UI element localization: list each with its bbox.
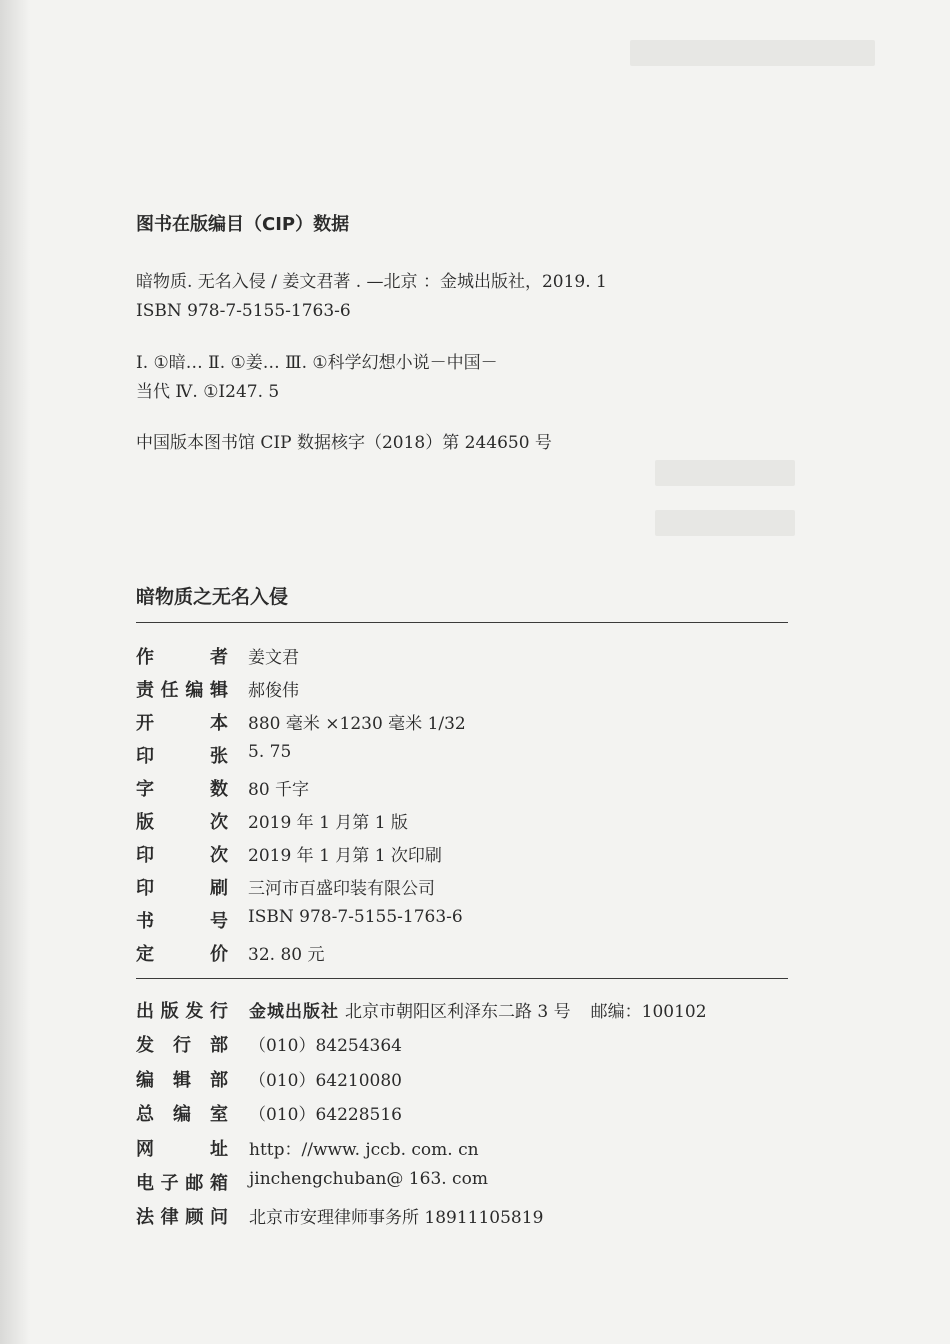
contact-label: 法律顾问	[136, 1207, 228, 1228]
bleed-through-mark	[630, 40, 875, 66]
detail-value: 880 毫米 ×1230 毫米 1/32	[248, 714, 466, 734]
detail-value: ISBN 978-7-5155-1763-6	[248, 907, 463, 927]
bleed-through-mark	[655, 460, 795, 486]
publisher-value	[249, 997, 707, 1022]
divider-bottom	[136, 978, 788, 979]
publisher-postcode: 邮编：100102	[590, 1002, 707, 1022]
cip-isbn: ISBN 978-7-5155-1763-6	[136, 301, 351, 321]
contact-value: （010）84254364	[249, 1036, 402, 1056]
detail-label: 字数	[136, 779, 228, 800]
publisher-address: 北京市朝阳区利泽东二路 3 号	[345, 1002, 571, 1022]
contact-label: 发行部	[136, 1035, 228, 1056]
bleed-through-mark	[655, 510, 795, 536]
contact-value: （010）64210080	[249, 1071, 402, 1091]
detail-value: 5. 75	[248, 742, 292, 762]
detail-value: 三河市百盛印装有限公司	[248, 879, 435, 899]
detail-label: 版次	[136, 812, 228, 833]
detail-label: 开本	[136, 713, 228, 734]
detail-label: 印张	[136, 746, 228, 767]
detail-label: 印次	[136, 845, 228, 866]
detail-value: 2019 年 1 月第 1 次印刷	[248, 846, 442, 866]
detail-value: 2019 年 1 月第 1 版	[248, 813, 408, 833]
page-edge-shadow	[0, 0, 30, 1344]
website-link: http：//www. jccb. com. cn	[249, 1140, 479, 1160]
detail-label: 定价	[136, 944, 228, 965]
contact-value: 北京市安理律师事务所 18911105819	[249, 1208, 544, 1228]
detail-label: 印刷	[136, 878, 228, 899]
contact-label: 网址	[136, 1139, 228, 1160]
detail-label: 责任编辑	[136, 680, 228, 701]
cip-classification-cont: 当代 Ⅳ. ①I247. 5	[136, 382, 280, 402]
divider-top	[136, 622, 788, 623]
cip-classification: Ⅰ. ①暗… Ⅱ. ①姜… Ⅲ. ①科学幻想小说－中国－	[136, 353, 498, 373]
book-title: 暗物质之无名入侵	[136, 586, 289, 608]
contact-value: （010）64228516	[249, 1105, 402, 1125]
detail-value: 郝俊伟	[248, 681, 299, 701]
contact-label: 电子邮箱	[136, 1173, 228, 1194]
publisher-name: 金城出版社	[249, 1002, 339, 1022]
contact-label: 编辑部	[136, 1070, 228, 1091]
detail-label: 书号	[136, 911, 228, 932]
cip-record-number: 中国版本图书馆 CIP 数据核字（2018）第 244650 号	[136, 433, 552, 453]
cip-line: 暗物质. 无名入侵 / 姜文君著 . —北京 ：金城出版社，2019. 1	[136, 272, 607, 292]
detail-label: 作者	[136, 647, 228, 668]
publisher-label: 出版发行	[136, 1001, 228, 1022]
detail-value: 80 千字	[248, 780, 310, 800]
detail-value: 32. 80 元	[248, 945, 325, 965]
contact-label: 总编室	[136, 1104, 228, 1125]
email-address: jinchengchuban@ 163. com	[249, 1169, 488, 1189]
detail-value: 姜文君	[248, 648, 299, 668]
cip-heading: 图书在版编目（CIP）数据	[136, 214, 350, 235]
